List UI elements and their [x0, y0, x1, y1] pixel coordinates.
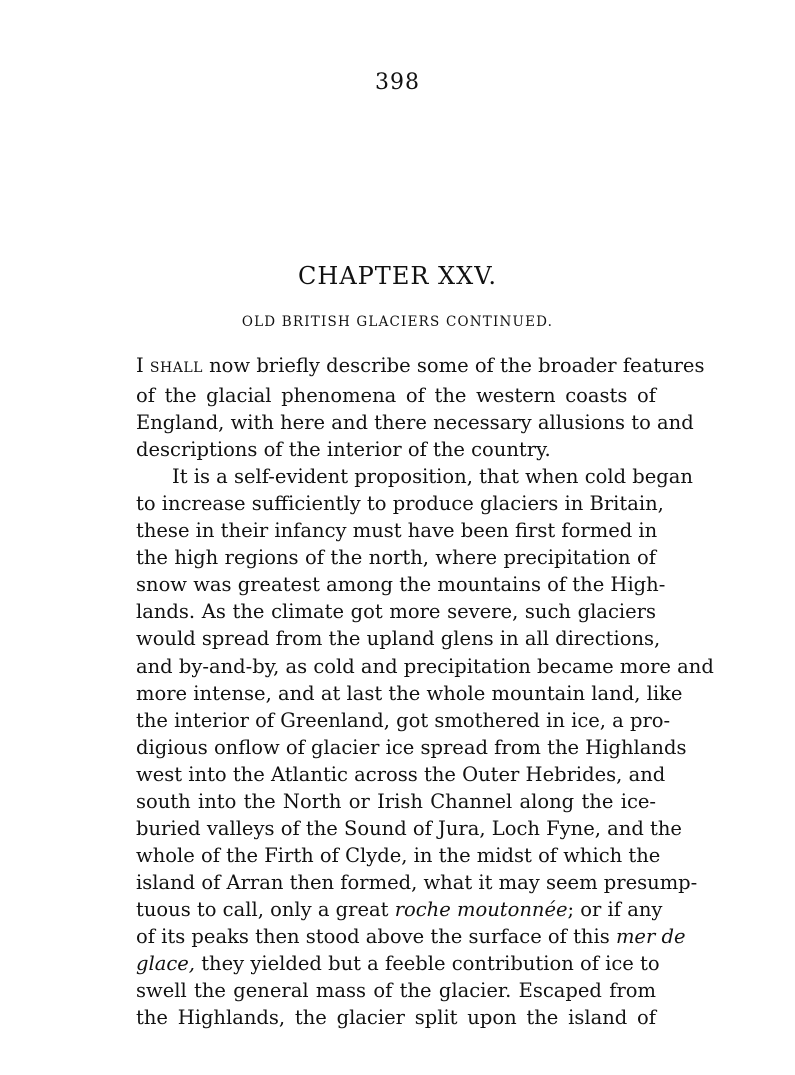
paragraph-1-line: I SHALL now briefly describe some of the broader features: [136, 354, 705, 377]
paragraph-2-line: would spread from the upland glens in all directions,: [136, 627, 661, 651]
paragraph-2-line: south into the North or Irish Channel along the ice-: [136, 789, 656, 813]
paragraph-1-line: of the glacial phenomena of the western coasts of: [136, 384, 656, 408]
paragraph-2-line: glace, they yielded but a feeble contribution of ice to: [136, 952, 660, 976]
paragraph-2-line: and by-and-by, as cold and precipitation became more and: [136, 654, 714, 678]
paragraph-2-line: island of Arran then formed, what it may seem presump-: [136, 870, 698, 894]
italic-phrase: roche moutonnée: [394, 897, 568, 921]
paragraph-2-line: It is a self-evident proposition, that when cold began: [172, 465, 693, 489]
small-caps-word: SHALL: [149, 360, 203, 376]
paragraph-1-line: England, with here and there necessary allusions to and: [136, 411, 694, 435]
paragraph-2-line: digious onflow of glacier ice spread from the Highlands: [136, 735, 687, 759]
paragraph-2-line: these in their infancy must have been first formed in: [136, 519, 658, 543]
paragraph-2-line: snow was greatest among the mountains of the High-: [136, 573, 666, 597]
italic-phrase: glace,: [136, 952, 196, 976]
chapter-subtitle: OLD BRITISH GLACIERS CONTINUED.: [241, 314, 554, 330]
paragraph-2-line: to increase sufficiently to produce glaciers in Britain,: [136, 492, 664, 516]
paragraph-2-line: more intense, and at last the whole mountain land, like: [136, 681, 683, 705]
paragraph-2-line: buried valleys of the Sound of Jura, Loch Fyne, and the: [136, 816, 682, 840]
paragraph-1-line: descriptions of the interior of the country.: [136, 438, 551, 462]
paragraph-2-line: the high regions of the north, where precipitation of: [136, 546, 656, 570]
chapter-title: CHAPTER XXV.: [298, 262, 497, 290]
paragraph-2-line: swell the general mass of the glacier. Escaped from: [136, 979, 656, 1003]
paragraph-2-line: tuous to call, only a great roche moutonnée; or if any: [136, 897, 663, 921]
page-number: 398: [375, 70, 420, 95]
body-text: [136, 352, 714, 1031]
italic-phrase: mer de: [615, 924, 686, 948]
paragraph-2-line: west into the Atlantic across the Outer Hebrides, and: [136, 762, 666, 786]
paragraph-2-line: lands. As the climate got more severe, such glaciers: [136, 600, 656, 624]
drop-initial: I: [136, 354, 144, 377]
paragraph-2-line: of its peaks then stood above the surface of this mer de: [136, 924, 686, 948]
paragraph-2-line: whole of the Firth of Clyde, in the midst of which the: [136, 843, 661, 867]
paragraph-2-line: the Highlands, the glacier split upon the island of: [136, 1006, 656, 1030]
paragraph-2-line: the interior of Greenland, got smothered in ice, a pro-: [136, 708, 671, 732]
